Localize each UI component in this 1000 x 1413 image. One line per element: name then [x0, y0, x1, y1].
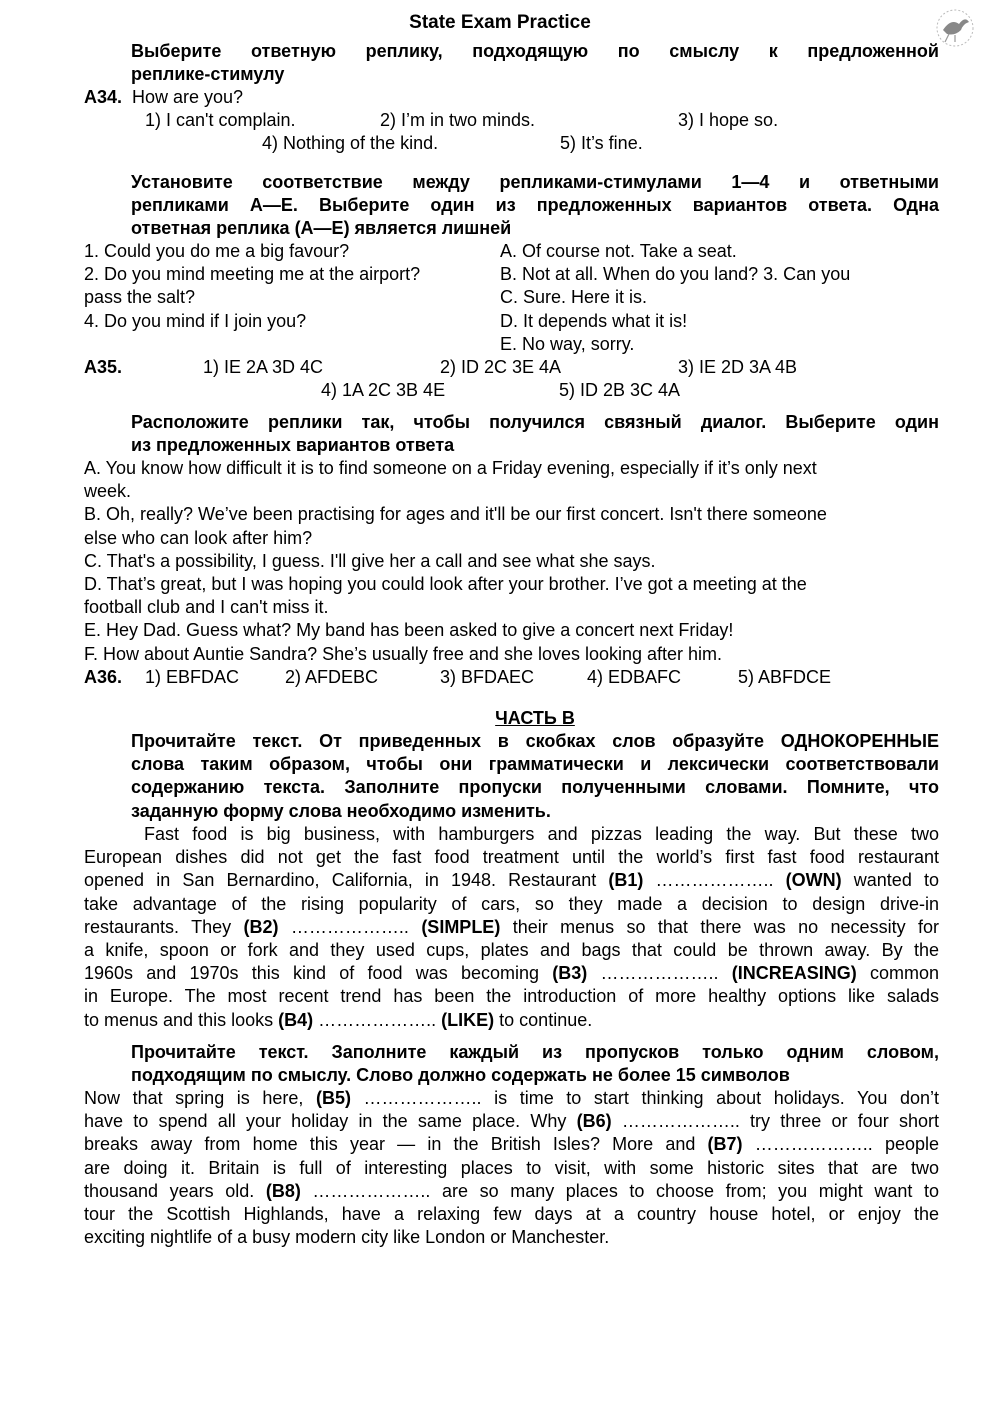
- a35-option-1[interactable]: 1) IE 2A 3D 4C: [203, 357, 324, 377]
- dialogue-line: C. That's a possibility, I guess. I'll give her a call and see what she says.: [84, 550, 656, 571]
- gap-b1[interactable]: ………………..: [655, 870, 774, 891]
- a35-response-e: E. No way, sorry.: [500, 334, 635, 354]
- text-line: take advantage of the rising popularity of cars, so they made a decision to design drive-in: [84, 893, 939, 914]
- a35-instruction-line: Установите соответствие между репликами-стимулами 1—4 и ответными: [131, 172, 939, 192]
- a35-label: A35.: [84, 357, 123, 377]
- gap-b8-label: (B8): [265, 1180, 301, 1201]
- a35-response-c: C. Sure. Here it is.: [500, 287, 648, 307]
- part-b-instruction-line: содержанию текста. Заполните пропуски полученными словами. Помните, что: [131, 777, 939, 798]
- dialogue-line: F. How about Auntie Sandra? She’s usually free and she loves looking after him.: [84, 643, 723, 664]
- dialogue-line: D. That’s great, but I was hoping you could look after your brother. I’ve got a meeting at the: [84, 574, 807, 595]
- gap-b3[interactable]: ………………..: [600, 963, 719, 984]
- a35-response-d: D. It depends what it is!: [500, 311, 688, 331]
- gap-b4[interactable]: ………………..: [318, 1009, 437, 1030]
- a36-instruction-line: из предложенных вариантов ответа: [131, 435, 455, 456]
- a35-option-2[interactable]: 2) ID 2C 3E 4A: [440, 357, 562, 377]
- word-like: (LIKE): [441, 1009, 495, 1030]
- text-line: opened in San Bernardino, California, in 1948. Restaurant (B1) ……………….. (OWN) wanted to: [84, 870, 939, 891]
- gap-b1-label: (B1): [608, 870, 644, 891]
- a36-instruction: [131, 411, 939, 457]
- text-line: a knife, spoon or fork and they used cups, plates and bags that could be thrown away. By the: [84, 939, 939, 960]
- word-own: (OWN): [785, 870, 842, 891]
- gap-b6-label: (B6): [576, 1111, 612, 1132]
- dialogue-line: week.: [84, 481, 132, 502]
- part-b2-instruction: [131, 1041, 939, 1087]
- gap-b7-label: (B7): [707, 1134, 743, 1155]
- gap-b3-label: (B3): [552, 963, 588, 984]
- dialogue-line: A. You know how difficult it is to find someone on a Friday evening, especially if it’s only next: [84, 458, 817, 478]
- a36-option-3[interactable]: 3) BFDAEC: [440, 667, 535, 687]
- a36-option-2[interactable]: 2) AFDEBC: [285, 667, 379, 687]
- gap-b2-label: (B2): [243, 916, 279, 937]
- a35-stimulus-2: 2. Do you mind meeting me at the airport?: [84, 264, 421, 284]
- a36-instruction-line: Расположите реплики так, чтобы получился связный диалог. Выберите один: [131, 412, 939, 432]
- a36-dialogue: [84, 457, 939, 666]
- part-b-heading: ЧАСТЬ В: [495, 708, 575, 728]
- part-b2-instruction-line: Прочитайте текст. Заполните каждый из пропусков только одним словом,: [131, 1042, 939, 1062]
- a35-stimulus-3: pass the salt?: [84, 287, 196, 307]
- a35-instruction: [131, 171, 939, 241]
- text-line: exciting nightlife of a busy modern city like London or Manchester.: [84, 1227, 610, 1248]
- text-line: tour the Scottish Highlands, have a relaxing few days at a country house hotel, or enjoy the: [84, 1203, 939, 1224]
- text-line: are doing it. Britain is full of interesting places to visit, with some historic sites that are two: [84, 1157, 939, 1178]
- a34-option-2[interactable]: 2) I’m in two minds.: [380, 110, 536, 130]
- gap-b5-label: (B5): [315, 1088, 351, 1108]
- gap-b4-label: (B4): [278, 1009, 314, 1030]
- text-line: breaks away from home this year — in the British Isles? More and (B7) ……………….. people: [84, 1134, 939, 1155]
- part-b-instruction: [131, 730, 939, 823]
- text-line: to menus and this looks (B4) ……………….. (LIKE) to continue.: [84, 1009, 593, 1030]
- text-line: 1960s and 1970s this kind of food was becoming (B3) ……………….. (INCREASING) common: [84, 963, 939, 984]
- part-b2-instruction-line: подходящим по смыслу. Слово должно содержать не более 15 символов: [131, 1065, 790, 1086]
- part-b2-text: [84, 1087, 939, 1249]
- a35-option-5[interactable]: 5) ID 2B 3C 4A: [559, 380, 681, 400]
- a34-instruction-line: реплике-стимулу: [131, 64, 285, 85]
- a35-stimulus-4: 4. Do you mind if I join you?: [84, 311, 307, 331]
- a34-label: A34.: [84, 87, 123, 107]
- a34-option-5[interactable]: 5) It’s fine.: [560, 133, 643, 153]
- a36-option-4[interactable]: 4) EDBAFC: [587, 667, 682, 687]
- text-line: Now that spring is here, (B5) ……………….. is time to start thinking about holidays. You don’t: [84, 1088, 939, 1108]
- text-line: in Europe. The most recent trend has been the introduction of more healthy options like salads: [84, 986, 939, 1007]
- a34-option-4[interactable]: 4) Nothing of the kind.: [262, 133, 439, 153]
- text-line: restaurants. They (B2) ……………….. (SIMPLE) their menus so that there was no necessity for: [84, 916, 939, 937]
- word-increasing: (INCREASING): [731, 963, 857, 984]
- page-title: State Exam Practice: [409, 12, 591, 33]
- a35-stimulus-1: 1. Could you do me a big favour?: [84, 241, 350, 261]
- a34-option-1[interactable]: 1) I can't complain.: [145, 110, 296, 130]
- part-b-text: [84, 823, 939, 1032]
- text-line: European dishes did not get the fast food treatment until the world’s first fast food restaurant: [84, 847, 939, 868]
- a35-response-b: B. Not at all. When do you land? 3. Can you: [500, 264, 851, 284]
- text-line: thousand years old. (B8) ……………….. are so many places to choose from; you might want to: [84, 1180, 939, 1201]
- a34-instruction-line: Выберите ответную реплику, подходящую по смыслу к предложенной: [131, 41, 939, 61]
- gap-b8[interactable]: ………………..: [312, 1180, 431, 1201]
- a35-instruction-line: ответная реплика (А—Е) является лишней: [131, 218, 512, 239]
- text-line: Fast food is big business, with hamburgers and pizzas leading the way. But these two: [144, 824, 939, 844]
- bird-logo-icon: [935, 8, 975, 48]
- a34-instruction: [131, 40, 939, 86]
- gap-b7[interactable]: ………………..: [754, 1134, 873, 1155]
- a35-option-4[interactable]: 4) 1A 2C 3B 4E: [321, 380, 446, 400]
- part-b-instruction-line: Прочитайте текст. От приведенных в скобках слов образуйте ОДНОКОРЕННЫЕ: [131, 731, 939, 751]
- dialogue-line: B. Oh, really? We’ve been practising for ages and it'll be our first concert. Isn't there someone: [84, 504, 827, 525]
- gap-b6[interactable]: ………………..: [621, 1111, 740, 1132]
- a35-option-3[interactable]: 3) IE 2D 3A 4B: [678, 357, 798, 377]
- dialogue-line: football club and I can't miss it.: [84, 597, 329, 618]
- a34-question: How are you?: [132, 87, 244, 107]
- a34-option-3[interactable]: 3) I hope so.: [678, 110, 779, 130]
- dialogue-line: else who can look after him?: [84, 527, 313, 548]
- a36-option-1[interactable]: 1) EBFDAC: [145, 667, 240, 687]
- a36-option-5[interactable]: 5) ABFDCE: [738, 667, 832, 687]
- part-b-instruction-line: слова таким образом, чтобы они грамматически и лексически соответствовали: [131, 754, 939, 775]
- gap-b2[interactable]: ………………..: [290, 916, 409, 937]
- a36-label: A36.: [84, 667, 123, 687]
- gap-b5[interactable]: ………………..: [363, 1088, 482, 1108]
- a35-response-a: A. Of course not. Take a seat.: [500, 241, 737, 261]
- part-b-instruction-line: заданную форму слова необходимо изменить.: [131, 800, 551, 821]
- word-simple: (SIMPLE): [421, 916, 501, 937]
- text-line: have to spend all your holiday in the same place. Why (B6) ……………….. try three or four short: [84, 1111, 939, 1132]
- a35-instruction-line: репликами А—Е. Выберите один из предложенных вариантов ответа. Одна: [131, 195, 939, 216]
- dialogue-line: E. Hey Dad. Guess what? My band has been asked to give a concert next Friday!: [84, 620, 734, 641]
